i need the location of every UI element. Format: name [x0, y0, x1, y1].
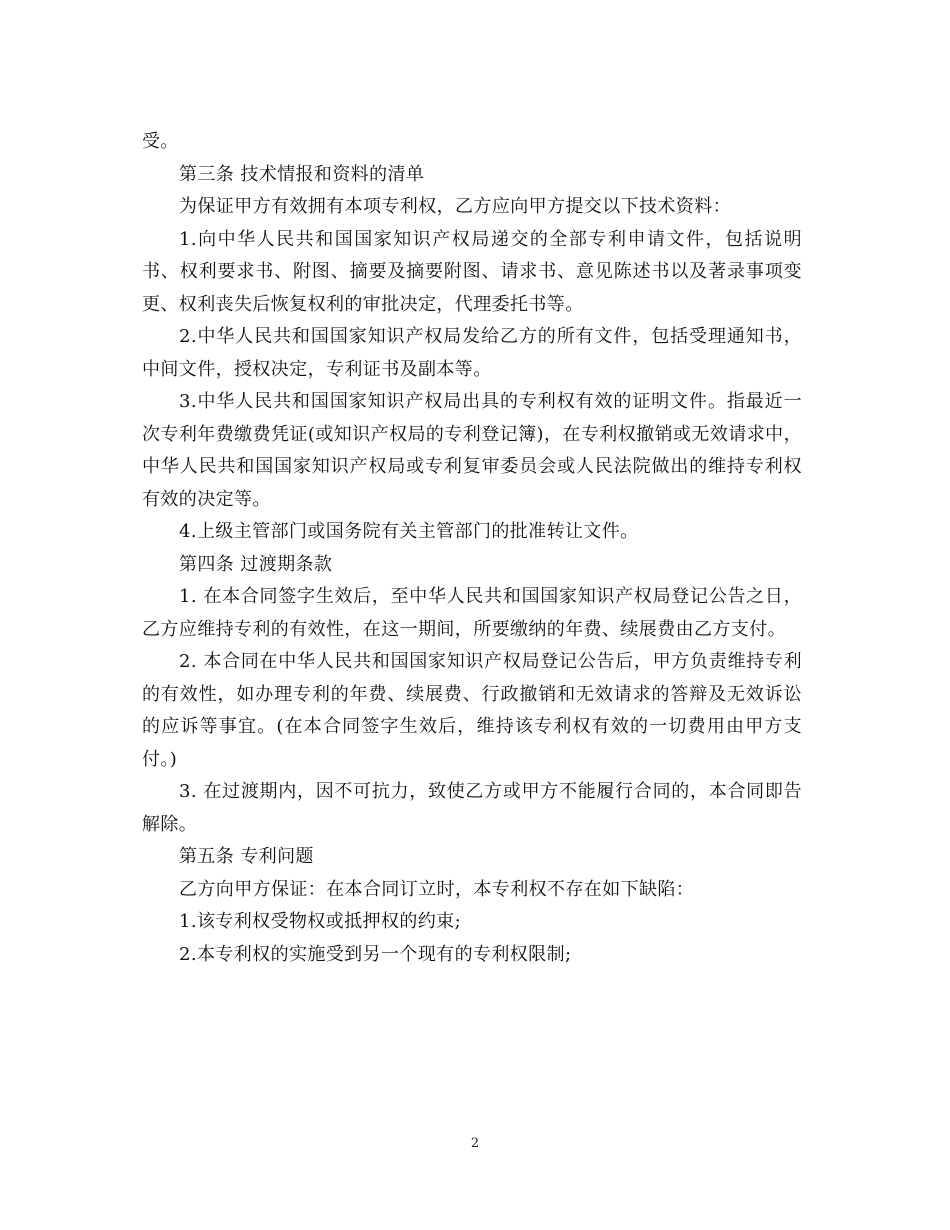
paragraph-continuation: 受。: [142, 131, 179, 152]
article-4-item-1: 1. 在本合同签字生效后，至中华人民共和国国家知识产权局登记公告之日，乙方应维持专利的有效性，在这一期间，所要缴纳的年费、续展费由乙方支付。: [142, 586, 802, 640]
article-4-item-3: 3. 在过渡期内，因不可抗力，致使乙方或甲方不能履行合同的，本合同即告解除。: [142, 781, 802, 835]
article-3-intro: 为保证甲方有效拥有本项专利权，乙方应向甲方提交以下技术资料：: [179, 196, 731, 217]
article-4-item-2: 2. 本合同在中华人民共和国国家知识产权局登记公告后，甲方负责维持专利的有效性，如办理专利的年费、续展费、行政撤销和无效请求的答辩及无效诉讼的应诉等事宜。(在本合同签字生效后，维持该专利权有效的一切费用由甲方支付。): [142, 651, 802, 770]
article-5-item-2: 2.本专利权的实施受到另一个现有的专利权限制;: [179, 943, 572, 965]
article-5-heading: 第五条 专利问题: [179, 846, 314, 867]
article-3-item-1: 1.向中华人民共和国国家知识产权局递交的全部专利申请文件，包括说明书、权利要求书、附图、摘要及摘要附图、请求书、意见陈述书以及著录事项变更、权利丧失后恢复权利的审批决定，代理委托书等。: [142, 228, 802, 315]
article-3-item-3: 3.中华人民共和国国家知识产权局出具的专利权有效的证明文件。指最近一次专利年费缴费凭证(或知识产权局的专利登记簿)，在专利权撤销或无效请求中，中华人民共和国国家知识产权局或专利复审委员会或人民法院做出的维持专利权有效的决定等。: [142, 391, 802, 510]
article-3-item-4: 4.上级主管部门或国务院有关主管部门的批准转让文件。: [179, 521, 639, 542]
article-3-heading: 第三条 技术情报和资料的清单: [179, 163, 425, 185]
article-5-intro: 乙方向甲方保证：在本合同订立时，本专利权不存在如下缺陷：: [179, 878, 695, 900]
article-3-item-2: 2.中华人民共和国国家知识产权局发给乙方的所有文件，包括受理通知书，中间文件，授权决定，专利证书及副本等。: [142, 326, 802, 380]
article-4-heading: 第四条 过渡期条款: [179, 553, 333, 575]
page-number: 2: [470, 1136, 480, 1151]
document-body: [142, 126, 802, 971]
article-5-item-1: 1.该专利权受物权或抵押权的约束;: [179, 911, 462, 932]
